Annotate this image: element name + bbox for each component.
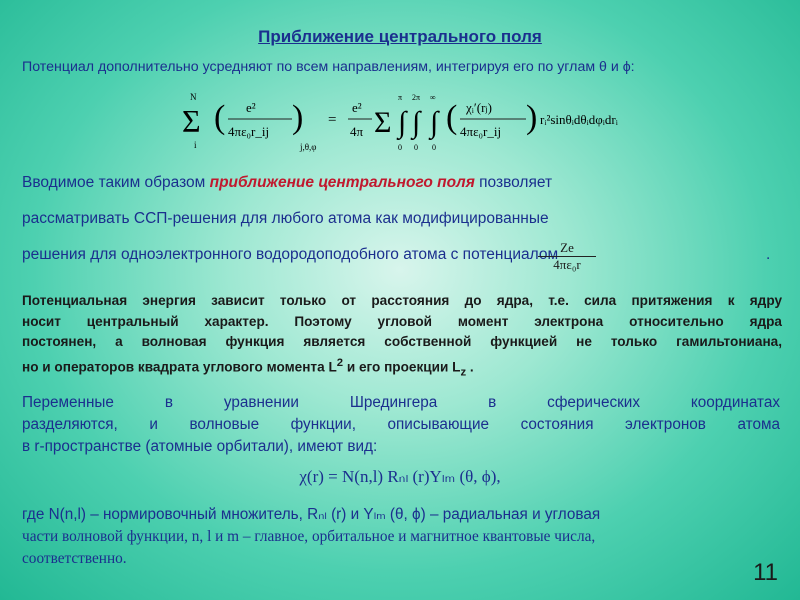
p1-line2: рассматривать ССП-решения для любого атома как модифицированные: [22, 210, 549, 227]
p1-line1-b: позволяет: [474, 174, 553, 191]
p1-line1: [22, 174, 552, 192]
right-paren-2: ): [526, 99, 538, 136]
p4-line1: где N(n,l) – нормировочный множитель, Rₙₗ (r) и Yₗₘ (θ, ϕ) – радиальная и угловая: [22, 506, 601, 523]
p4-line3: соответственно.: [22, 550, 127, 567]
p2-line4-c: .: [466, 359, 474, 375]
right-paren: ): [292, 99, 304, 136]
int1-upper: π: [398, 93, 403, 102]
int2-lower: 0: [414, 143, 418, 152]
Lz-subscript: z: [460, 366, 467, 379]
average-subscript: j,θ,φ: [300, 142, 317, 152]
intro-text: Потенциал дополнительно усредняют по всем направлениям, интегрируя его по углам θ и ϕ:: [22, 59, 635, 75]
lhs-numerator: e²: [246, 100, 256, 115]
integral-1: ∫: [398, 106, 407, 139]
page-number: 11: [753, 559, 778, 586]
potential-paragraph: [22, 291, 782, 383]
rhs-numerator: χᵢ′(rⱼ): [466, 100, 492, 115]
int3-upper: ∞: [430, 93, 436, 102]
integral-3: ∫: [430, 106, 439, 139]
rhs-denominator: 4πε₀r_ij: [460, 124, 502, 139]
sum-lower-limit: i: [194, 140, 197, 150]
p2-line1: Потенциальная энергия зависит только от расстояния до ядра, т.е. сила притяжения к ядру: [22, 293, 782, 308]
sum-symbol: Σ: [182, 103, 201, 139]
p2-line4-b: и его проекции: [343, 359, 453, 375]
p3-line1: Переменные в уравнении Шредингера в сферических координатах: [22, 394, 780, 411]
definitions-paragraph: [22, 504, 782, 570]
lhs-denominator: 4πε₀r_ij: [228, 124, 270, 139]
p2-line3: постоянен, а волновая функция является собственной функцией не только гамильтониана,: [22, 334, 782, 350]
sum-symbol-2: Σ: [374, 106, 392, 139]
p1-line3: решения для одноэлектронного водородоподобного атома с потенциалом: [22, 246, 559, 263]
int1-lower: 0: [398, 143, 402, 152]
integral-2: ∫: [412, 106, 421, 139]
left-paren: (: [214, 99, 226, 136]
int2-upper: 2π: [412, 93, 421, 102]
slide-title: Приближение центрального поля: [258, 27, 542, 46]
p3-line2: разделяются, и волновые функции, описывающие состояния электронов атома: [22, 415, 780, 433]
L-superscript: 2: [336, 356, 344, 369]
p2-line4: [22, 353, 782, 383]
p1-period: .: [766, 246, 771, 263]
potential-denominator: 4πε₀r: [553, 257, 581, 272]
p1-line1-a: Вводимое таким образом: [22, 174, 210, 191]
potential-numerator: Ze: [538, 240, 596, 257]
equals-sign: =: [328, 112, 337, 128]
p2-line4-a: но и операторов квадрата углового момента: [22, 359, 329, 375]
orbital-formula: χ(r) = N(n,l) Rₙₗ (r)Yₗₘ (θ, ϕ),: [299, 467, 501, 486]
central-field-highlight: приближение центрального поля: [209, 174, 475, 191]
p4-line2: части волновой функции, n, l и m – главное, орбитальное и магнитное квантовые числа,: [22, 528, 596, 545]
averaging-formula: [180, 88, 780, 158]
sum-upper-limit: N: [190, 92, 197, 102]
L-symbol: L: [328, 359, 337, 375]
separation-paragraph: [22, 392, 780, 457]
potential-fraction: [538, 240, 596, 273]
Lz-symbol: L: [452, 359, 461, 375]
rhs-tail: rᵢ²sinθᵢdθᵢdφᵢdrᵢ: [540, 112, 618, 127]
int3-lower: 0: [432, 143, 436, 152]
p3-line3: в r-пространстве (атомные орбитали), имеют вид:: [22, 437, 378, 455]
p2-line2: носит центральный характер. Поэтому угловой момент электрона относительно ядра: [22, 313, 782, 329]
coef-denominator: 4π: [350, 124, 364, 139]
left-paren-2: (: [446, 99, 458, 136]
formula-graphic: [180, 88, 780, 158]
coef-numerator: e²: [352, 100, 362, 115]
